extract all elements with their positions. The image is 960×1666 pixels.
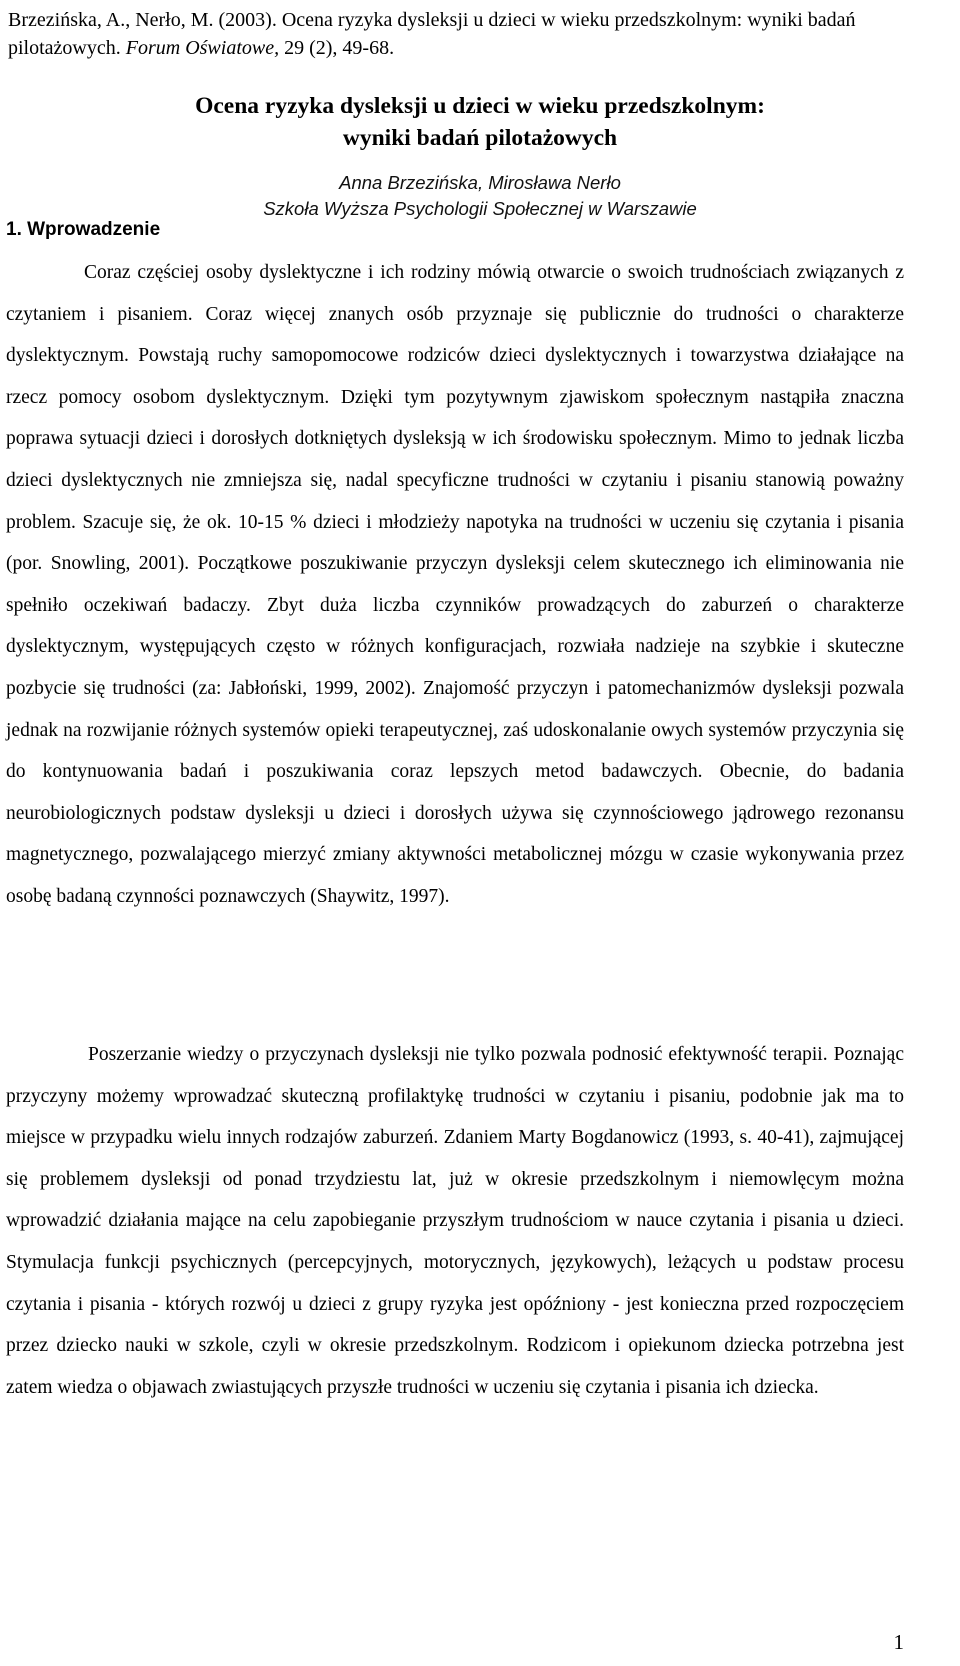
author-names: Anna Brzezińska, Mirosława Nerło	[339, 172, 621, 193]
author-affiliation: Szkoła Wyższa Psychologii Społecznej w Warszawie	[263, 198, 697, 219]
article-title-line-1: Ocena ryzyka dysleksji u dzieci w wieku przedszkolnym:	[195, 93, 765, 119]
article-title	[0, 90, 960, 154]
body-paragraph-2: Poszerzanie wiedzy o przyczynach dysleksji nie tylko pozwala podnosić efektywność terapii. Poznając przyczyny możemy wprowadzać skuteczną profilaktykę trudności w czytaniu i pisaniu, podobnie jak ma to miejsce w przypadku wielu innych rodzajów zaburzeń. Zdaniem Marty Bogdanowicz (1993, s. 40-41), zajmującej się problemem dysleksji od ponad trzydziestu lat, już w okresie przedszkolnym i niemowlęcym można wprowadzić działania mające na celu zapobieganie przyszłym trudnościom w nauce czytania i pisania u dzieci. Stymulacja funkcji psychicznych (percepcyjnych, motorycznych, językowych), leżących u podstaw procesu czytania i pisania - których rozwój u dzieci z grupy ryzyka jest opóźniony - jest konieczna przed rozpoczęciem przez dziecko nauki w szkole, czyli w okresie przedszkolnym. Rodzicom i opiekunom dziecka potrzebna jest zatem wiedza o objawach zwiastujących przyszłe trudności w uczeniu się czytania i pisania ich dziecka.	[6, 1044, 904, 1398]
body-paragraph-1: Coraz częściej osoby dyslektyczne i ich rodziny mówią otwarcie o swoich trudnościach związanych z czytaniem i pisaniem. Coraz więcej znanych osób przyznaje się publicznie do trudności o charakterze dyslektycznym. Powstają ruchy samopomocowe rodziców dzieci dyslektycznych i towarzystwa działające na rzecz pomocy osobom dyslektycznym. Dzięki tym pozytywnym zjawiskom społecznym nastąpiła znaczna poprawa sytuacji dzieci i dorosłych dotkniętych dysleksją w ich środowisku społecznym. Mimo to jednak liczba dzieci dyslektycznych nie zmniejsza się, nadal specyficzne trudności w czytaniu i pisaniu stanowią poważny problem. Szacuje się, że ok. 10-15 % dzieci i młodzieży napotyka na trudności w uczeniu się czytania i pisania (por. Snowling, 2001). Początkowe poszukiwanie przyczyn dysleksji celem skutecznego ich eliminowania nie spełniło oczekiwań badaczy. Zbyt duża liczba czynników prowadzących do zaburzeń o charakterze dyslektycznym, występujących często w różnych konfiguracjach, rozwiała nadzieje na szybkie i skuteczne pozbycie się trudności (za: Jabłoński, 1999, 2002). Znajomość przyczyn i patomechanizmów dysleksji pozwala jednak na rozwijanie różnych systemów opieki terapeutycznej, zaś udoskonalanie owych systemów przyczynia się do kontynuowania badań i poszukiwania coraz lepszych metod badawczych. Obecnie, do badania neurobiologicznych podstaw dysleksji u dzieci i dorosłych używa się czynnościowego jądrowego rezonansu magnetycznego, pozwalającego mierzyć zmiany aktywności metabolicznej mózgu w czasie wykonywania przez osobę badaną czynności poznawczych (Shaywitz, 1997).	[6, 262, 904, 907]
author-block	[0, 170, 960, 222]
section-heading: 1. Wprowadzenie	[6, 219, 161, 240]
citation-text: Brzezińska, A., Nerło, M. (2003). Ocena ryzyka dysleksji u dzieci w wieku przedszkolnym: wyniki badań pilotażowych.	[8, 9, 856, 59]
citation-volume-pages: 29 (2), 49-68.	[279, 37, 395, 59]
page-number: 1	[893, 1630, 904, 1654]
article-title-line-2: wyniki badań pilotażowych	[342, 125, 618, 151]
citation-journal: Forum Oświatowe,	[125, 37, 280, 59]
citation-header	[8, 6, 948, 62]
